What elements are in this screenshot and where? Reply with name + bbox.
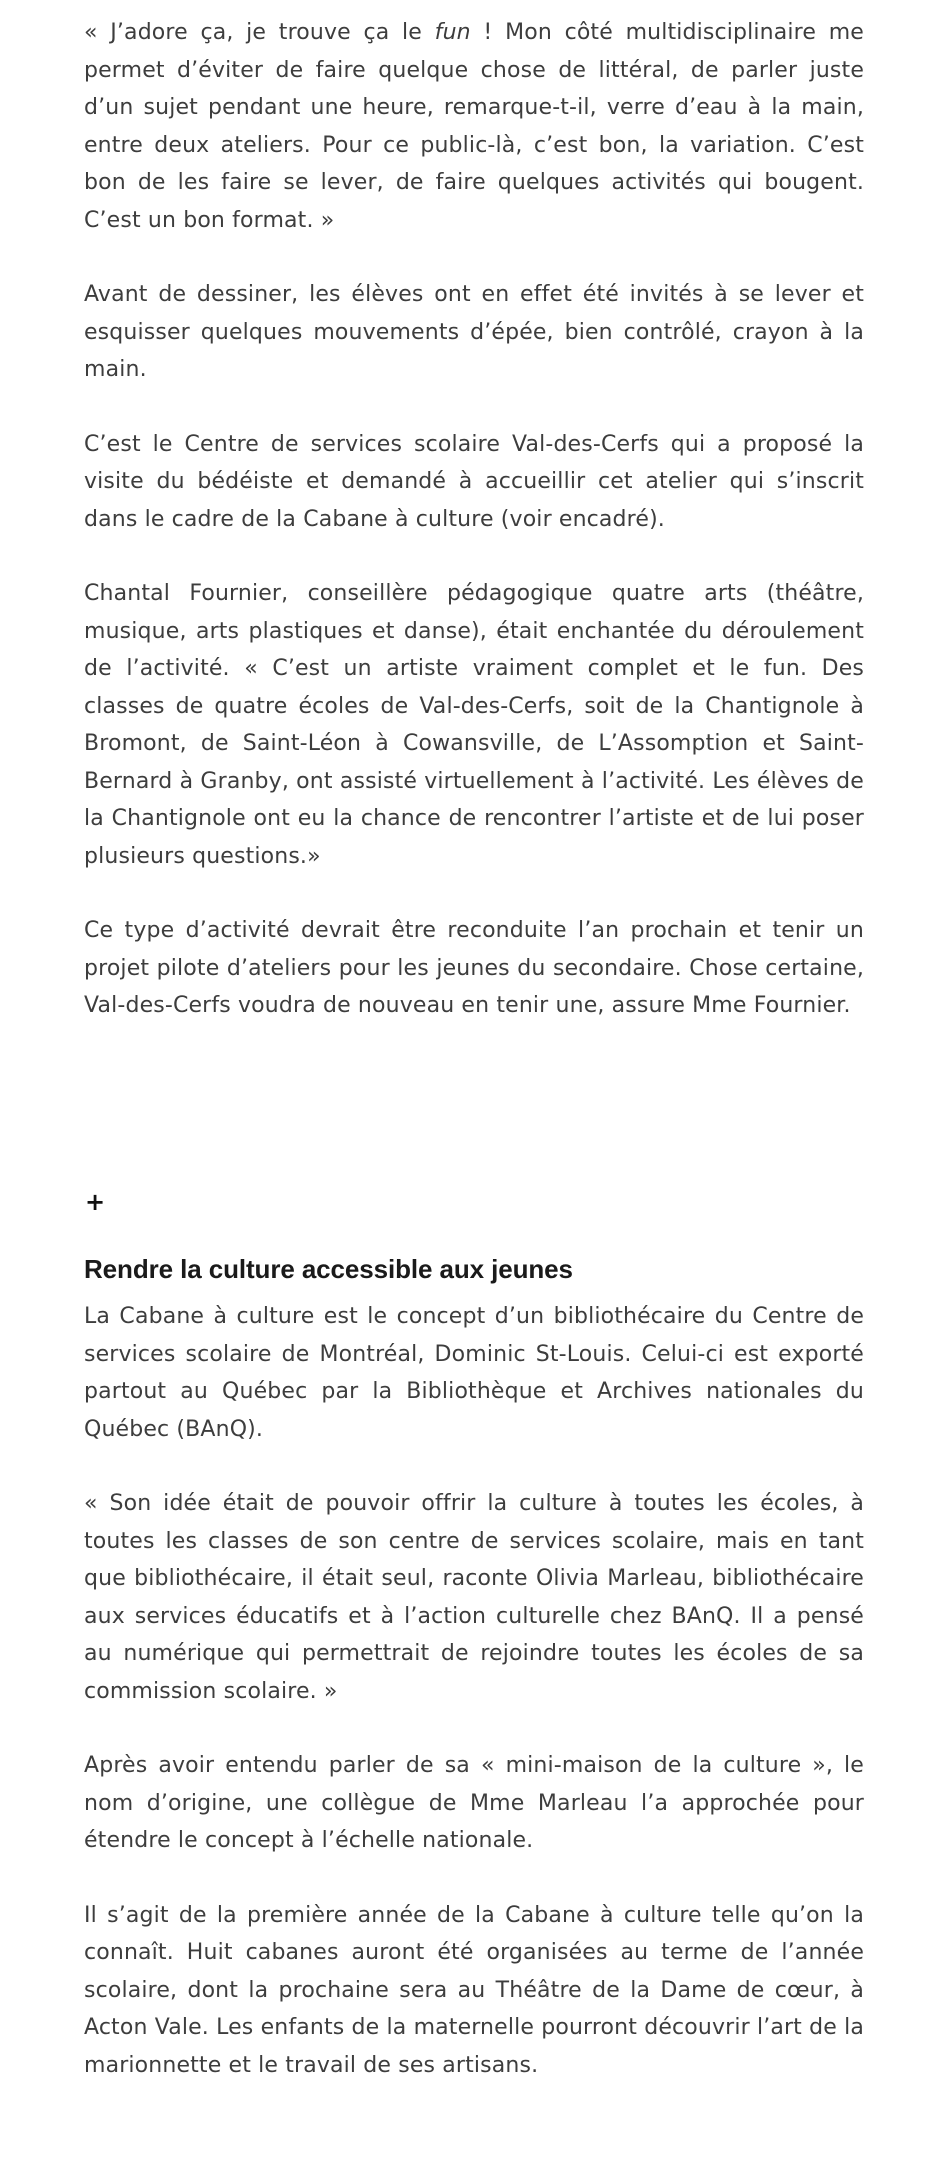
article-paragraph: Avant de dessiner, les élèves ont en effet été invités à se lever et esquisser quelques mouvements d’épée, bien contrôlé, crayon à la main. bbox=[84, 282, 864, 382]
article-body bbox=[84, 14, 864, 1025]
sidebar-box bbox=[84, 1188, 864, 2121]
quote-text-after: ! Mon côté multidisciplinaire me permet d’éviter de faire quelque chose de littéral, de parler juste d’un sujet pendant une heure, remarque-t-il, verre d’eau à la main, entre deux ateliers. Pour ce public-là, c’est bon, la variation. C’est bon de les faire se lever, de faire quelques activités qui bougent. C’est un bon format. » bbox=[84, 20, 864, 233]
quote-text-before: « J’adore ça, je trouve ça le bbox=[84, 20, 435, 45]
sidebar-paragraph: « Son idée était de pouvoir offrir la culture à toutes les écoles, à toutes les classes de son centre de services scolaire, mais en tant que bibliothécaire, il était seul, raconte Olivia Marleau, bibliothécaire aux services éducatifs et à l’action culturelle chez BAnQ. Il a pensé au numérique qui permettrait de rejoindre toutes les écoles de sa commission scolaire. » bbox=[84, 1491, 864, 1704]
plus-icon[interactable]: + bbox=[85, 1188, 106, 1216]
sidebar-title: Rendre la culture accessible aux jeunes bbox=[84, 1254, 573, 1284]
quote-italic-word: fun bbox=[434, 20, 471, 45]
article-paragraph: Chantal Fournier, conseillère pédagogique quatre arts (théâtre, musique, arts plastiques et danse), était enchantée du déroulement de l’activité. « C’est un artiste vraiment complet et le fun. Des classes de quatre écoles de Val-des-Cerfs, soit de la Chantignole à Bromont, de Saint-Léon à Cowansville, de L’Assomption et Saint-Bernard à Granby, ont assisté virtuellement à l’activité. Les élèves de la Chantignole ont eu la chance de rencontrer l’artiste et de lui poser plusieurs questions.» bbox=[84, 581, 864, 869]
sidebar-paragraph: Il s’agit de la première année de la Cabane à culture telle qu’on la connaît. Huit cabanes auront été organisées au terme de l’année scolaire, dont la prochaine sera au Théâtre de la Dame de cœur, à Acton Vale. Les enfants de la maternelle pourront découvrir l’art de la marionnette et le travail de ses artisans. bbox=[84, 1902, 864, 2078]
article bbox=[0, 14, 926, 2174]
article-paragraph-quote bbox=[84, 14, 864, 239]
sidebar-paragraph: La Cabane à culture est le concept d’un bibliothécaire du Centre de services scolaire de Montréal, Dominic St-Louis. Celui-ci est exporté partout au Québec par la Bibliothèque et Archives nationales du Québec (BAnQ). bbox=[84, 1304, 864, 1442]
sidebar-paragraph: Après avoir entendu parler de sa « mini-maison de la culture », le nom d’origine, une collègue de Mme Marleau l’a approchée pour étendre le concept à l’échelle nationale. bbox=[84, 1753, 864, 1853]
article-paragraph: C’est le Centre de services scolaire Val-des-Cerfs qui a proposé la visite du bédéiste et demandé à accueillir cet atelier qui s’inscrit dans le cadre de la Cabane à culture (voir encadré). bbox=[84, 431, 864, 532]
article-paragraph: Ce type d’activité devrait être reconduite l’an prochain et tenir un projet pilote d’ateliers pour les jeunes du secondaire. Chose certaine, Val-des-Cerfs voudra de nouveau en tenir une, assure Mme Fournier. bbox=[84, 918, 864, 1018]
